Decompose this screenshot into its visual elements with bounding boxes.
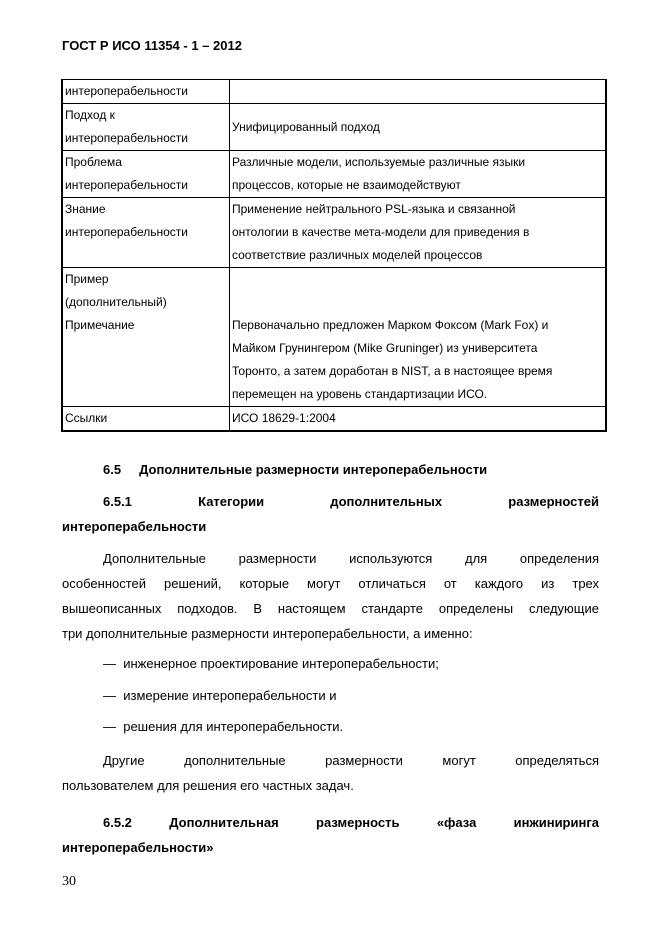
row-label-text: Подход к интероперабельности	[65, 108, 188, 145]
table-row	[62, 104, 606, 151]
row-label	[62, 80, 230, 104]
section-heading-6-5-2: 6.5.2 Дополнительная размерность «фаза инжиниринга	[103, 815, 599, 830]
row-value	[230, 104, 607, 151]
section-heading-6-5: 6.5 Дополнительные размерности интероперабельности	[103, 462, 488, 477]
row-label	[62, 151, 230, 198]
paragraph-line: Дополнительные размерности используются для определения	[103, 551, 599, 566]
paragraph	[62, 546, 599, 646]
list-item: — решения для интероперабельности.	[103, 719, 344, 734]
table-row	[62, 80, 606, 104]
row-value	[230, 407, 607, 432]
row-label-text: интероперабельности	[65, 84, 188, 98]
row-label	[62, 268, 230, 407]
document-header: ГОСТ Р ИСО 11354 - 1 – 2012	[62, 38, 242, 53]
paragraph-line: вышеописанных подходов. В настоящем стандарте определены следующие	[62, 601, 599, 616]
row-value	[230, 268, 607, 407]
row-label-text: Ссылки	[65, 411, 108, 425]
row-label-text: Пример (дополнительный) Примечание	[65, 272, 167, 332]
list-item: — измерение интероперабельности и	[103, 688, 337, 703]
row-value-text: Применение нейтрального PSL-языка и связанной онтологии в качестве мета-модели для приведения в соответствие различных моделей процессов	[232, 202, 530, 262]
paragraph-line: Другие дополнительные размерности могут определяться	[103, 753, 599, 768]
table-row	[62, 268, 606, 407]
row-value-text: Различные модели, используемые различные языки процессов, которые не взаимодействуют	[232, 155, 526, 192]
table-row	[62, 151, 606, 198]
row-value	[230, 198, 607, 268]
section-heading-6-5-1: 6.5.1 Категории дополнительных размерностей	[103, 494, 599, 509]
paragraph-line: три дополнительные размерности интероперабельности, а именно:	[62, 626, 473, 641]
row-value-text: Первоначально предложен Марком Фоксом (Mark Fox) и Майком Грунингером (Mike Gruninger) из университета Торонто, а затем доработан в NIST, а в настоящее время перемещен на уровень стандартизации ИСО.	[232, 318, 553, 401]
paragraph-line: пользователем для решения его частных задач.	[62, 778, 354, 793]
row-value	[230, 151, 607, 198]
table-row	[62, 198, 606, 268]
list-item: — инженерное проектирование интероперабельности;	[103, 656, 439, 671]
row-value	[230, 80, 607, 104]
row-label	[62, 104, 230, 151]
row-value-text: ИСО 18629-1:2004	[232, 411, 336, 425]
table-row	[62, 407, 606, 432]
row-label-text: Проблема интероперабельности	[65, 155, 188, 192]
specification-table	[61, 79, 607, 432]
row-label-text: Знание интероперабельности	[65, 202, 188, 239]
section-heading-6-5-1-cont: интероперабельности	[62, 519, 207, 534]
paragraph	[62, 748, 599, 798]
paragraph-line: особенностей решений, которые могут отличаться от каждого из трех	[62, 576, 599, 591]
row-value-text: Унифицированный подход	[232, 119, 380, 134]
section-heading-6-5-2-cont: интероперабельности»	[62, 840, 214, 855]
row-label	[62, 198, 230, 268]
page-number: 30	[62, 874, 76, 889]
row-label	[62, 407, 230, 432]
